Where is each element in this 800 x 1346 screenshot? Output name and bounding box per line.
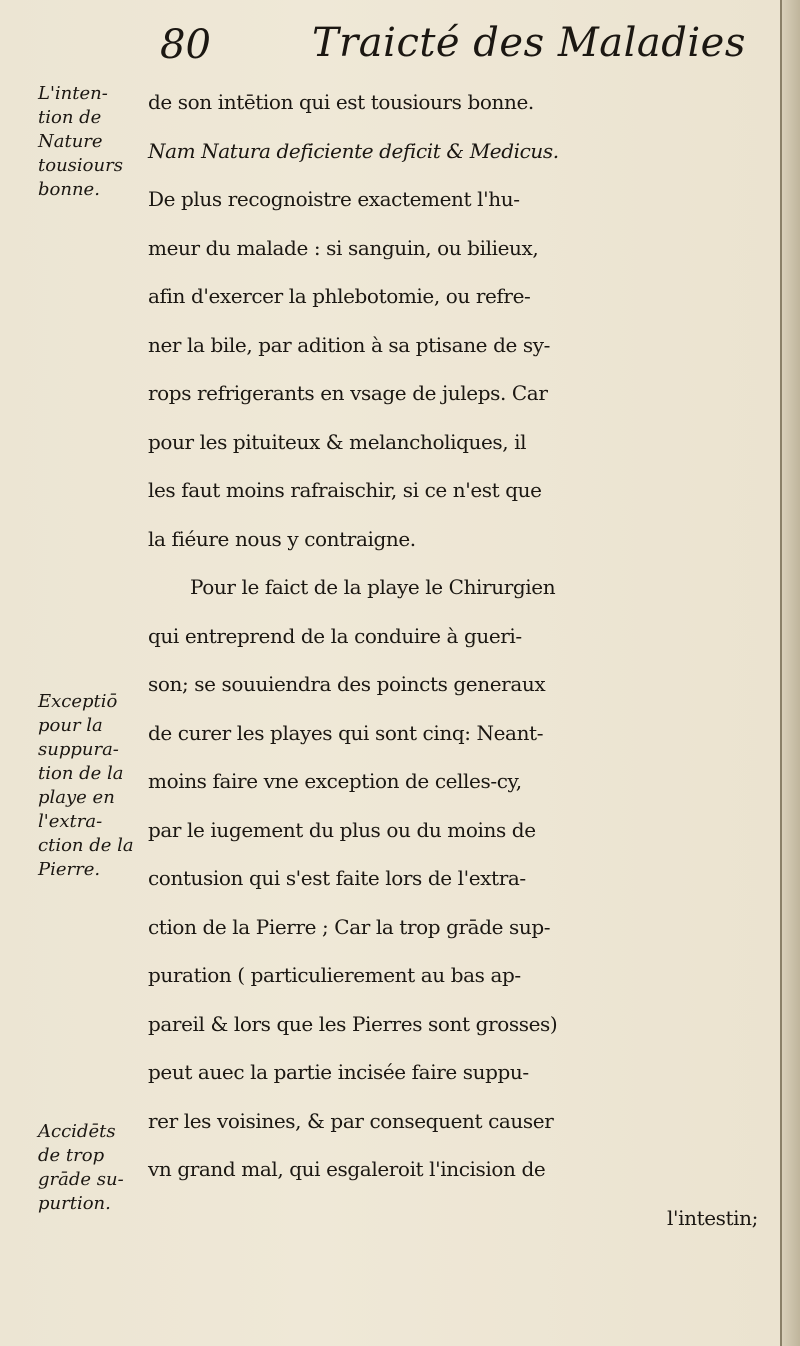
margin-note-line: de trop: [38, 1145, 105, 1166]
margin-note-line: tousiours: [38, 155, 123, 176]
text-line: peut auec la partie incisée faire suppu-: [148, 1060, 529, 1084]
running-title: Traicté des Maladies: [312, 20, 746, 66]
margin-note-line: tion de la: [38, 763, 124, 784]
margin-note-line: L'inten-: [38, 83, 108, 104]
text-line: la fiéure nous y contraigne.: [148, 526, 416, 551]
margin-note-line: bonne.: [38, 179, 100, 200]
margin-note-line: playe en: [38, 787, 115, 808]
text-line: de curer les playes qui sont cinq: Neant-: [148, 720, 544, 745]
margin-note-line: purtion.: [38, 1193, 111, 1214]
text-line-latin-quote: Nam Natura deficiente deficit & Medicus.: [148, 138, 559, 163]
text-line: les faut moins rafraischir, si ce n'est que: [148, 478, 542, 502]
text-line: ction de la Pierre ; Car la trop grāde sup-: [148, 914, 551, 939]
margin-note-line: pour la: [38, 715, 103, 736]
text-line: vn grand mal, qui esgaleroit l'incision de: [148, 1157, 546, 1181]
margin-note-line: Pierre.: [38, 859, 101, 880]
text-line: son; se souuiendra des poincts generaux: [148, 672, 546, 696]
margin-note-line: tion de: [38, 107, 102, 128]
text-line: afin d'exercer la phlebotomie, ou refre-: [148, 284, 531, 308]
margin-note: [38, 82, 123, 202]
margin-note-line: suppura-: [38, 739, 119, 760]
margin-note-line: Nature: [38, 131, 103, 152]
page-number: 80: [160, 22, 211, 68]
margin-note: [38, 1120, 124, 1216]
text-line: meur du malade : si sanguin, ou bilieux,: [148, 235, 539, 260]
text-line: par le iugement du plus ou du moins de: [148, 817, 536, 842]
text-line: rops refrigerants en vsage de juleps. Car: [148, 381, 548, 405]
margin-note: [38, 690, 134, 882]
text-line: contusion qui s'est faite lors de l'extra-: [148, 866, 526, 890]
text-line: de son intētion qui est tousiours bonne.: [148, 90, 534, 114]
margin-note-line: l'extra-: [38, 811, 103, 832]
body-text: [148, 78, 778, 1242]
text-line: qui entreprend de la conduire à gueri-: [148, 623, 522, 648]
paragraph-start-line: Pour le faict de la playe le Chirurgien: [190, 575, 556, 599]
text-line: puration ( particulierement au bas ap-: [148, 963, 521, 987]
text-line: ner la bile, par adition à sa ptisane de sy-: [148, 332, 550, 357]
margin-note-line: Accidēts: [38, 1121, 116, 1142]
text-line: rer les voisines, & par consequent causer: [148, 1108, 554, 1133]
margin-note-line: ction de la: [38, 835, 134, 856]
text-line: De plus recognoistre exactement l'hu-: [148, 187, 520, 211]
text-line: moins faire vne exception de celles-cy,: [148, 769, 522, 793]
margin-note-line: Exceptiō: [38, 691, 118, 712]
page-edge: [780, 0, 800, 1346]
text-line: pour les pituiteux & melancholiques, il: [148, 429, 527, 454]
catchword-line: l'intestin;: [667, 1205, 758, 1230]
margin-note-line: grāde su-: [38, 1169, 124, 1190]
margin-notes: [0, 0, 150, 1346]
text-line: pareil & lors que les Pierres sont grosses): [148, 1011, 558, 1036]
